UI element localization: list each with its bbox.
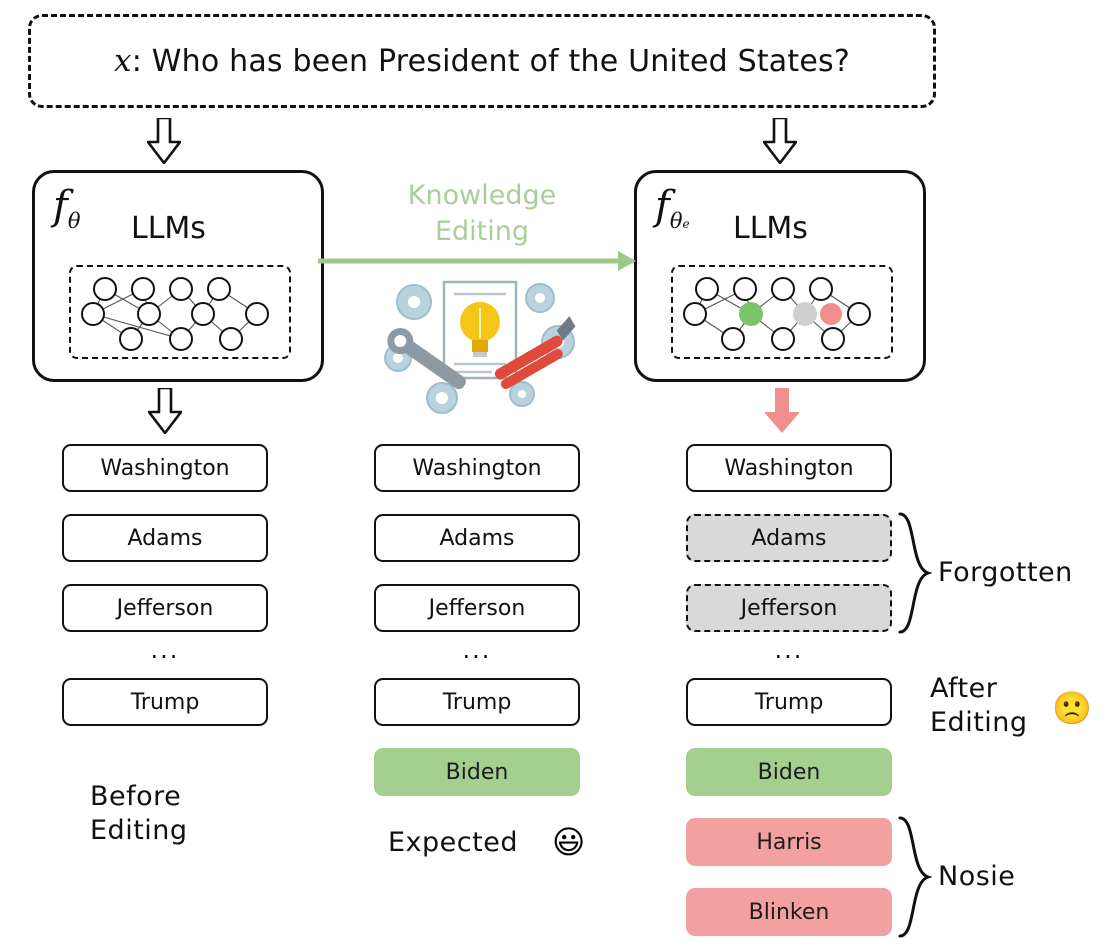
knowledge-editing-line2: Editing [434, 216, 530, 248]
model-label-before: LLMs [131, 211, 206, 246]
network-diagram-before [69, 265, 291, 359]
question-text [114, 43, 850, 79]
arrow-down-to-right-model-icon [763, 118, 797, 164]
annotation-forgotten: Forgotten [938, 557, 1073, 588]
caption-after-line1: After [930, 673, 998, 704]
annotation-noise: Nosie [938, 861, 1016, 892]
answer-chip-noise: Blinken [686, 888, 892, 936]
caption-before-editing [90, 780, 188, 848]
question-box [28, 14, 936, 108]
answer-chip: Trump [686, 678, 892, 726]
answer-chip-forgotten: Jefferson [686, 584, 892, 632]
answer-chip: Adams [374, 514, 580, 562]
question-body: : Who has been President of the United States? [131, 44, 850, 79]
smiley-face-icon: 😃 [552, 823, 586, 861]
caption-after-editing [930, 672, 1028, 740]
caption-before-line2: Editing [90, 814, 188, 846]
answer-ellipsis: ... [150, 636, 180, 664]
frowning-face-icon: 🙁 [1052, 689, 1092, 727]
question-variable: x [114, 43, 132, 79]
answer-chip: Jefferson [374, 584, 580, 632]
answer-chip-forgotten: Adams [686, 514, 892, 562]
brace-noise-icon [898, 816, 932, 938]
answer-chip: Washington [62, 444, 268, 492]
caption-expected: Expected [388, 827, 518, 858]
answer-chip: Jefferson [62, 584, 268, 632]
model-box-after [634, 170, 926, 382]
answer-chip-noise: Harris [686, 818, 892, 866]
knowledge-editing-line1: Knowledge [407, 180, 557, 211]
answer-chip: Adams [62, 514, 268, 562]
network-diagram-after [671, 265, 893, 359]
answer-ellipsis: ... [462, 636, 492, 664]
model-symbol-after: $f_{\theta e}$ [655, 183, 690, 233]
model-symbol-before: $f_\theta$ [53, 183, 81, 233]
caption-after-line2: Editing [930, 706, 1028, 738]
answer-ellipsis: ... [774, 636, 804, 664]
model-box-before [32, 170, 324, 382]
model-label-after: LLMs [733, 211, 808, 246]
caption-before-line1: Before [90, 781, 182, 812]
answer-chip-edited: Biden [374, 748, 580, 796]
brace-forgotten-icon [898, 512, 932, 634]
answer-chip: Washington [686, 444, 892, 492]
knowledge-editing-label [352, 178, 612, 251]
answer-chip-edited: Biden [686, 748, 892, 796]
answer-chip: Trump [62, 678, 268, 726]
arrow-down-before-answers-icon [148, 388, 182, 434]
tools-lightbulb-gears-icon [372, 272, 586, 420]
arrow-down-to-left-model-icon [147, 118, 181, 164]
knowledge-editing-arrow-icon [318, 248, 638, 274]
answer-chip: Trump [374, 678, 580, 726]
arrow-down-after-answers-icon [762, 388, 802, 438]
answer-chip: Washington [374, 444, 580, 492]
